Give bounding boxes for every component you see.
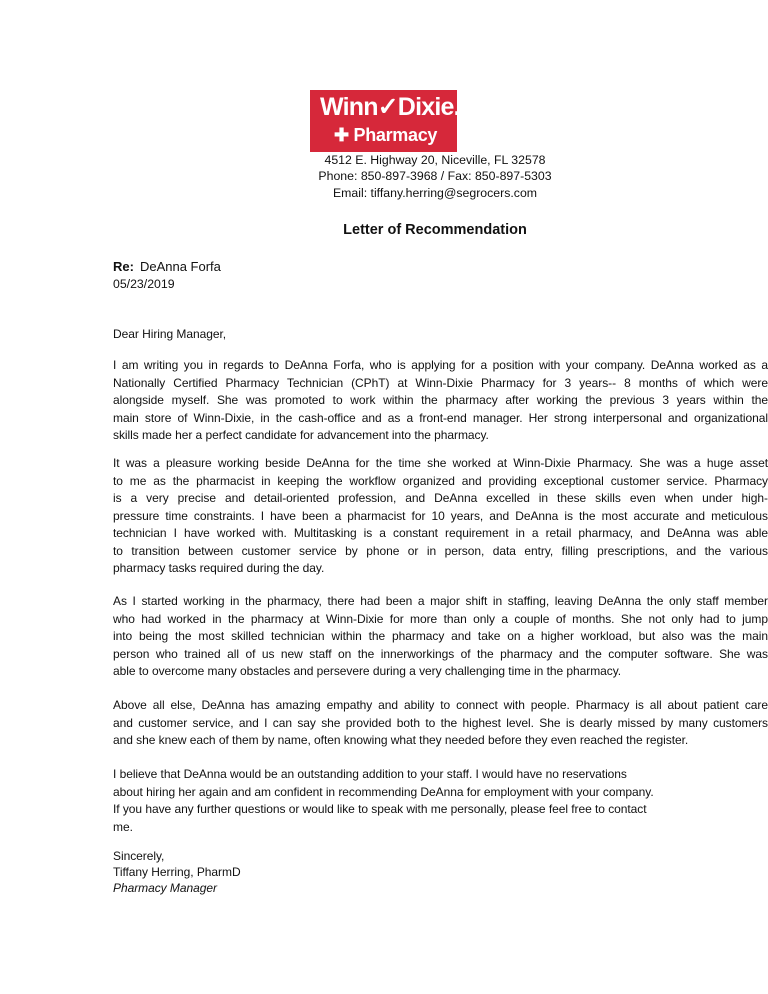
letter-date: 05/23/2019: [113, 277, 175, 291]
paragraph-line: Above all else, DeAnna has amazing empathy and ability to connect with people. Pharmacy is all about patient care: [113, 698, 768, 712]
paragraph-line: It was a pleasure working beside DeAnna for the time she worked at Winn-Dixie Pharmacy. She was a huge asset: [113, 456, 768, 470]
paragraph-line: into being the most skilled technician within the pharmacy and take on a higher workload, but also was the main: [113, 629, 768, 643]
salutation: Dear Hiring Manager,: [113, 327, 227, 341]
signer-role: Pharmacy Manager: [113, 881, 217, 895]
logo-line-2: ✚ Pharmacy: [334, 125, 438, 145]
paragraph-line: As I started working in the pharmacy, there had been a major shift in staffing, leaving DeAnna the only staff member: [113, 594, 768, 608]
re-name: DeAnna Forfa: [139, 259, 221, 274]
paragraph-line: to transition between customer service by phone or in person, data entry, filling prescriptions, and the various: [113, 543, 768, 558]
paragraph-line: pressure time constraints. I have been a pharmacist for 10 years, and DeAnna is the most accurate and meticulous: [113, 508, 768, 523]
letter-title: Letter of Recommendation: [343, 222, 527, 238]
paragraph-line: about hiring her again and am confident in recommending DeAnna for employment with your company.: [113, 784, 654, 799]
paragraph-line: I believe that DeAnna would be an outstanding addition to your staff. I would have no reservations: [113, 767, 627, 781]
phone-fax: Phone: 850-897-3968 / Fax: 850-897-5303: [318, 169, 552, 183]
re-line: [113, 259, 221, 275]
paragraph-line: and she knew each of them by name, often knowing what they needed before they even reached the register.: [113, 733, 689, 747]
signer-name: Tiffany Herring, PharmD: [113, 865, 241, 879]
paragraph-line: to me as the pharmacist in keeping the workflow organized and providing exceptional customer service. Pharmacy: [113, 473, 768, 488]
paragraph-line: person who trained all of us new staff on the innerworkings of the pharmacy and the computer software. She was: [113, 646, 768, 661]
email: Email: tiffany.herring@segrocers.com: [332, 186, 538, 200]
address: 4512 E. Highway 20, Niceville, FL 32578: [324, 153, 546, 167]
logo-line-1: Winn✓Dixie.: [320, 93, 460, 121]
paragraph-line: me.: [113, 819, 133, 834]
paragraph-line: Nationally Certified Pharmacy Technician (CPhT) at Winn-Dixie Pharmacy for 3 years-- 8 months of which were: [113, 375, 768, 390]
paragraph-line: I am writing you in regards to DeAnna Forfa, who is applying for a position with your company. DeAnna worked as a: [113, 358, 768, 372]
paragraph-line: alongside myself. She was promoted to work within the pharmacy after working the previous 3 years within the: [113, 393, 768, 407]
paragraph-line: able to overcome many obstacles and persevere during a very challenging time in the pharmacy.: [113, 664, 622, 678]
paragraph-line: If you have any further questions or would like to speak with me personally, please feel free to contact: [113, 802, 647, 816]
paragraph-line: skills made her a perfect candidate for advancement into the pharmacy.: [113, 428, 489, 442]
paragraph-line: who had worked in the pharmacy at Winn-Dixie for more than only a couple of months. She not only had to jump: [113, 611, 768, 626]
valediction: Sincerely,: [113, 849, 165, 863]
paragraph-line: and customer service, and I can say she provided both to the highest level. She is dearly missed by many customers: [113, 715, 768, 730]
paragraph-line: is a very precise and detail-oriented profession, and DeAnna excelled in these skills even when under high-: [113, 491, 768, 505]
paragraph-line: technician I have worked with. Multitasking is a constant requirement in a retail pharmacy, and DeAnna was able: [113, 526, 768, 540]
paragraph-line: main store of Winn-Dixie, in the cash-office and as a front-end manager. Her strong interpersonal and organizational: [113, 410, 768, 425]
winn-dixie-pharmacy-logo: [310, 90, 460, 152]
paragraph-line: pharmacy tasks required during the day.: [113, 561, 325, 575]
re-label: Re:: [113, 259, 134, 274]
